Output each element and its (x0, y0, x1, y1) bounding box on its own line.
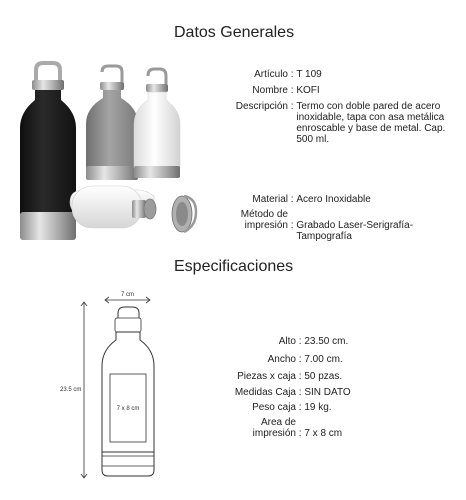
row-description: Descripción : Termo con doble pared de acero inoxidable, tapa con asa metálica enroscable y base de metal. Cap. 500 ml. (288, 101, 454, 145)
gray-bottle-image (86, 66, 138, 180)
row-box-weight: Peso caja : 19 kg. (296, 402, 454, 413)
height-label: Alto (278, 336, 296, 347)
row-material: Material : Acero Inoxidable (288, 194, 466, 205)
print-area-value: 7 x 8 cm (304, 428, 343, 439)
row-print-method: Método de impresión : Grabado Laser-Serigrafía- Tampografía (288, 209, 466, 242)
row-box-size: Medidas Caja : SIN DATO (296, 387, 454, 398)
pieces-label: Piezas x caja (237, 371, 296, 382)
width-value: 7.00 cm. (304, 354, 343, 365)
material-value: Acero Inoxidable (296, 194, 371, 205)
height-value: 23.50 cm. (304, 336, 349, 347)
black-bottle-image (20, 63, 76, 240)
dimension-diagram (81, 297, 154, 478)
width-label: Ancho (267, 354, 296, 365)
box-size-value: SIN DATO (304, 387, 351, 398)
white-bottle-lying-image (70, 186, 196, 232)
article-label: Artículo (254, 69, 288, 80)
material-label: Material (252, 194, 288, 205)
pieces-value: 50 pzas. (304, 371, 343, 382)
name-value: KOFI (296, 85, 320, 96)
height-dimension-label: 23.5 cm (60, 387, 82, 393)
row-width: Ancho : 7.00 cm. (296, 354, 454, 365)
print-area-label: Area de impresión (252, 417, 296, 439)
print-method-label: Método de impresión (240, 209, 288, 231)
description-value: Termo con doble pared de acero inoxidable, tapa con asa metálica enroscable y base de metal. Cap. 500 ml. (296, 101, 446, 145)
print-area-label-text: 7 x 8 cm (116, 406, 140, 412)
article-value: T 109 (296, 69, 322, 80)
row-article: Artículo : T 109 (288, 69, 466, 80)
white-bottle-image (134, 69, 180, 178)
general-section-title: Datos Generales (174, 24, 295, 41)
print-method-value: Grabado Laser-Serigrafía- Tampografía (296, 220, 414, 242)
bottle-cap-image (172, 196, 196, 232)
box-size-label: Medidas Caja (234, 387, 296, 398)
description-label: Descripción (235, 101, 288, 112)
name-label: Nombre (252, 85, 288, 96)
width-dimension-label: 7 cm (120, 292, 135, 298)
row-height: Alto : 23.50 cm. (296, 336, 454, 347)
specs-section-title: Especificaciones (174, 258, 294, 275)
box-weight-value: 19 kg. (304, 402, 332, 413)
row-print-area: Area de impresión : 7 x 8 cm (296, 417, 454, 439)
row-pieces-per-box: Piezas x caja : 50 pzas. (296, 371, 454, 382)
row-name: Nombre : KOFI (288, 85, 466, 96)
box-weight-label: Peso caja (252, 402, 296, 413)
